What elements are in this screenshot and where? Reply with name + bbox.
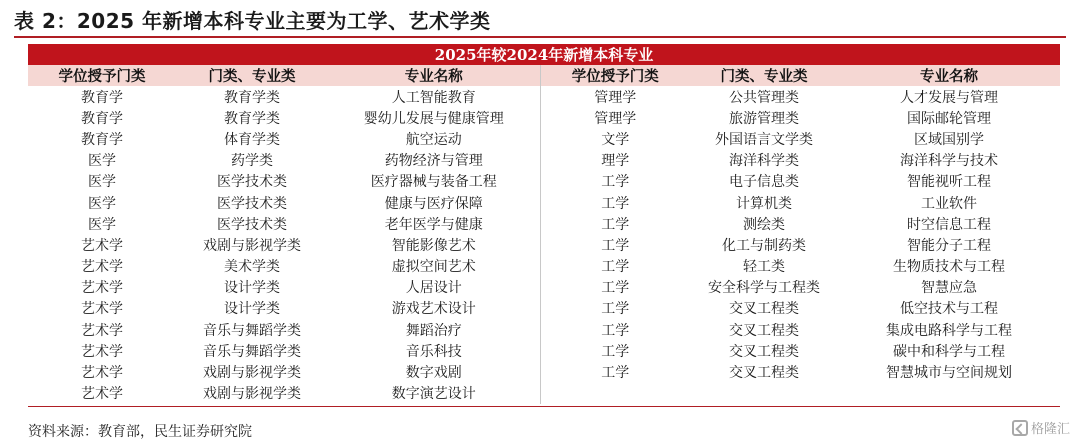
table-cell: 美术学类 — [224, 259, 280, 276]
table-cell: 教育学类 — [224, 110, 280, 127]
table-cell: 安全科学与工程类 — [708, 280, 820, 297]
table-bottom-rule — [28, 406, 1060, 407]
table-row — [28, 192, 1060, 213]
title-rule — [14, 36, 1066, 38]
table-cell: 戏剧与影视学类 — [203, 237, 301, 254]
table-cell: 医疗器械与装备工程 — [328, 171, 540, 192]
table-cell: 艺术学 — [81, 301, 123, 318]
table-row — [28, 319, 1060, 340]
table-cell: 交叉工程类 — [729, 301, 799, 318]
table-cell: 管理学 — [594, 89, 637, 106]
table-cell: 婴幼儿发展与健康管理 — [328, 107, 540, 128]
table-cell: 教育学 — [81, 89, 123, 106]
table-cell: 智能影像艺术 — [328, 234, 540, 255]
table-cell: 人才发展与管理 — [900, 89, 999, 106]
table-cell: 游戏艺术设计 — [328, 298, 540, 319]
gelonghui-logo-icon — [1012, 420, 1028, 436]
table-row — [28, 383, 1060, 404]
table-row — [28, 277, 1060, 298]
table-cell: 管理学 — [594, 110, 637, 127]
table-cell: 工学 — [601, 322, 630, 339]
table-cell: 舞蹈治疗 — [328, 319, 540, 340]
table-cell: 艺术学 — [81, 237, 123, 254]
table-cell: 智慧城市与空间规划 — [886, 365, 1013, 382]
table-cell: 艺术学 — [81, 259, 123, 276]
table-row — [28, 150, 1060, 171]
table-row — [28, 107, 1060, 128]
table-cell: 工学 — [601, 237, 630, 254]
table-cell: 智能视听工程 — [907, 174, 992, 191]
table-cell: 医学 — [88, 195, 116, 212]
watermark-logo — [1012, 418, 1070, 437]
table-cell: 药学类 — [231, 153, 273, 170]
column-header: 学位授予门类 — [28, 65, 176, 86]
table-cell: 虚拟空间艺术 — [328, 256, 540, 277]
table-cell: 艺术学 — [81, 386, 123, 403]
table-cell: 航空运动 — [328, 128, 540, 149]
table-cell: 艺术学 — [81, 280, 123, 297]
source-note: 资料来源：教育部，民生证券研究院 — [28, 424, 252, 440]
table-cell: 工学 — [601, 301, 630, 318]
table-cell: 人居设计 — [328, 277, 540, 298]
table-cell: 数字演艺设计 — [328, 383, 540, 404]
table-cell: 药物经济与管理 — [328, 150, 540, 171]
watermark-text: 格隆汇 — [1030, 422, 1070, 437]
table-cell: 时空信息工程 — [907, 216, 992, 233]
table-row — [28, 256, 1060, 277]
table-cell: 区域国别学 — [914, 131, 985, 148]
table-cell: 医学技术类 — [217, 174, 287, 191]
table-cell: 理学 — [601, 153, 630, 170]
table-cell: 化工与制药类 — [722, 237, 806, 254]
column-header: 学位授予门类 — [540, 65, 690, 86]
table-cell: 体育学类 — [224, 131, 280, 148]
table-row — [28, 213, 1060, 234]
table-cell: 数字戏剧 — [328, 361, 540, 382]
table-cell: 国际邮轮管理 — [907, 110, 992, 127]
table-cell: 工学 — [601, 216, 630, 233]
table-row — [28, 340, 1060, 361]
column-header: 门类、专业类 — [176, 65, 328, 86]
table-cell: 音乐与舞蹈学类 — [203, 322, 301, 339]
header-row — [28, 65, 1060, 86]
table-cell: 外国语言文学类 — [715, 131, 813, 148]
table-cell: 智慧应急 — [921, 280, 978, 297]
new-majors-table — [28, 44, 1060, 404]
table-cell: 医学 — [88, 153, 116, 170]
table-cell: 智能分子工程 — [907, 237, 992, 254]
table-cell: 测绘类 — [743, 216, 785, 233]
table-cell: 医学技术类 — [217, 216, 287, 233]
table-row — [28, 298, 1060, 319]
table-cell: 设计学类 — [224, 280, 280, 297]
column-header: 门类、专业类 — [690, 65, 838, 86]
table-cell: 艺术学 — [81, 343, 123, 360]
table-cell: 医学 — [88, 216, 116, 233]
table-cell: 工学 — [601, 280, 630, 297]
table-cell: 工业软件 — [921, 195, 978, 212]
table-cell: 医学技术类 — [217, 195, 287, 212]
table-cell: 工学 — [601, 343, 630, 360]
table-cell — [838, 383, 1060, 404]
table-cell: 轻工类 — [743, 259, 785, 276]
table-cell: 海洋科学与技术 — [900, 153, 999, 170]
table-cell — [690, 383, 838, 404]
table-cell: 交叉工程类 — [729, 322, 799, 339]
table-cell: 音乐与舞蹈学类 — [203, 343, 301, 360]
column-header: 专业名称 — [838, 65, 1060, 86]
table-cell: 设计学类 — [224, 301, 280, 318]
column-header: 专业名称 — [328, 65, 540, 86]
table-cell: 戏剧与影视学类 — [203, 386, 301, 403]
table-cell: 计算机类 — [736, 195, 792, 212]
table-cell: 教育学 — [81, 131, 123, 148]
table-cell: 老年医学与健康 — [328, 213, 540, 234]
table-cell: 旅游管理类 — [729, 110, 799, 127]
table-cell: 工学 — [601, 174, 630, 191]
table-cell — [540, 383, 690, 404]
table-cell: 音乐科技 — [328, 340, 540, 361]
table-row — [28, 171, 1060, 192]
table-cell: 教育学类 — [224, 89, 280, 106]
table-cell: 健康与医疗保障 — [328, 192, 540, 213]
table-cell: 艺术学 — [81, 322, 123, 339]
table-body — [28, 86, 1060, 404]
table-cell: 交叉工程类 — [729, 365, 799, 382]
majors-table-container — [28, 44, 1060, 407]
table-cell: 工学 — [601, 259, 630, 276]
table-cell: 教育学 — [81, 110, 123, 127]
table-cell: 工学 — [601, 365, 630, 382]
table-cell: 公共管理类 — [729, 89, 799, 106]
table-row — [28, 128, 1060, 149]
table-row — [28, 361, 1060, 382]
table-cell: 电子信息类 — [729, 174, 799, 191]
table-cell: 工学 — [601, 195, 630, 212]
table-banner: 2025年较2024年新增本科专业 — [28, 44, 1060, 65]
table-cell: 集成电路科学与工程 — [886, 322, 1013, 339]
table-cell: 生物质技术与工程 — [893, 259, 1006, 276]
table-cell: 医学 — [88, 174, 116, 191]
table-cell: 艺术学 — [81, 365, 123, 382]
table-row — [28, 234, 1060, 255]
table-cell: 碳中和科学与工程 — [893, 343, 1006, 360]
table-row — [28, 86, 1060, 107]
table-cell: 交叉工程类 — [729, 343, 799, 360]
table-title: 表 2：2025 年新增本科专业主要为工学、艺术学类 — [14, 9, 491, 33]
table-cell: 文学 — [601, 131, 630, 148]
table-cell: 低空技术与工程 — [900, 301, 999, 318]
table-cell: 人工智能教育 — [328, 86, 540, 107]
table-cell: 戏剧与影视学类 — [203, 365, 301, 382]
table-cell: 海洋科学类 — [729, 153, 799, 170]
